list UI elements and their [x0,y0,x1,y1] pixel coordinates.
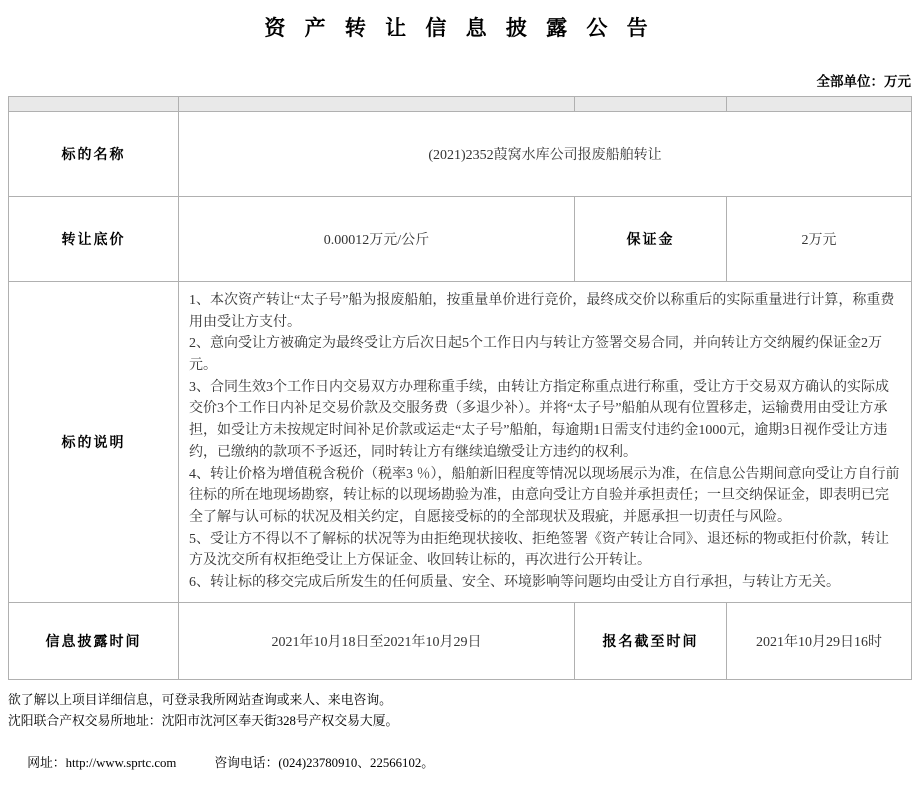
description-paragraph: 6、转让标的移交完成后所发生的任何质量、安全、环境影响等问题均由受让方自行承担，与转让方无关。 [189,574,840,590]
disclosure-table [8,96,912,680]
unit-note: 全部单位：万元 [816,74,911,89]
table-row-disclosure-time [9,602,912,679]
footer-line-3 [8,732,911,795]
header-cell [575,97,727,112]
table-header-band [9,97,912,112]
value-asset-name: (2021)2352葭窝水库公司报废船舶转让 [179,112,912,197]
value-deposit: 2万元 [727,197,912,282]
header-cell [9,97,179,112]
description-paragraph: 5、受让方不得以不了解标的状况等为由拒绝现状接收、拒绝签署《资产转让合同》、退还标的物或拒付价款，转让方及沈交所有权拒绝受让上方保证金、收回转让标的，再次进行公开转让。 [189,531,889,569]
description-paragraph: 1、本次资产转让“太子号”船为报废船舶，按重量单价进行竞价，最终成交价以称重后的实际重量进行计算，称重费用由受让方支付。 [189,293,895,330]
value-description [179,282,912,603]
label-deadline: 报名截至时间 [575,602,727,679]
description-paragraph: 3、合同生效3个工作日内交易双方办理称重手续，由转让方指定称重点进行称重，受让方于交易双方确认的实际成交价3个工作日内补足交易价款及交服务费（多退少补）。并将“太子号”船舶从现有位置移走，运输费用由受让方承担，如受让方未按规定时间补足价款或运走“太子号”船舶，每逾期1日需支付违约金1000元，逾期3日视作受让方违约，已缴纳的款项不予返还，同时转让方有继续追缴受让方违约的权利。 [189,379,889,460]
table-row-price [9,197,912,282]
footer-notes [8,690,911,795]
label-disclosure-time: 信息披露时间 [9,602,179,679]
label-base-price: 转让底价 [9,197,179,282]
label-description: 标的说明 [9,282,179,603]
footer-line-1: 欲了解以上项目详细信息，可登录我所网站查询或来人、来电咨询。 [8,692,392,707]
value-base-price: 0.00012万元/公斤 [179,197,575,282]
description-paragraph: 2、意向受让方被确定为最终受让方后次日起5个工作日内与转让方签署交易合同，并向转让方交纳履约保证金2万元。 [189,336,882,374]
footer-line-2: 沈阳联合产权交易所地址：沈阳市沈河区奉天街328号产权交易大厦。 [8,713,399,728]
header-cell [179,97,575,112]
table-row-description [9,282,912,603]
table-row-asset-name [9,112,912,197]
footer-phone: 咨询电话：(024)23780910、22566102。 [214,755,435,770]
footer-website: 网址：http://www.sprtc.com [27,755,177,770]
description-paragraph: 4、转让价格为增值税含税价（税率3 ％），船舶新旧程度等情况以现场展示为准，在信息公告期间意向受让方自行前往标的所在地现场勘察，转让标的以现场勘验为准，由意向受让方自验并承担责任；一旦交纳保证金，即表明已完全了解与认可标的状况及相关约定，自愿接受标的的全部现状及瑕疵，并愿承担一切责任与风险。 [189,466,900,525]
page-title: 资 产 转 让 信 息 披 露 公 告 [264,16,655,40]
value-deadline: 2021年10月29日16时 [727,602,912,679]
value-disclosure-time: 2021年10月18日至2021年10月29日 [179,602,575,679]
label-deposit: 保证金 [575,197,727,282]
header-cell [727,97,912,112]
label-asset-name: 标的名称 [9,112,179,197]
